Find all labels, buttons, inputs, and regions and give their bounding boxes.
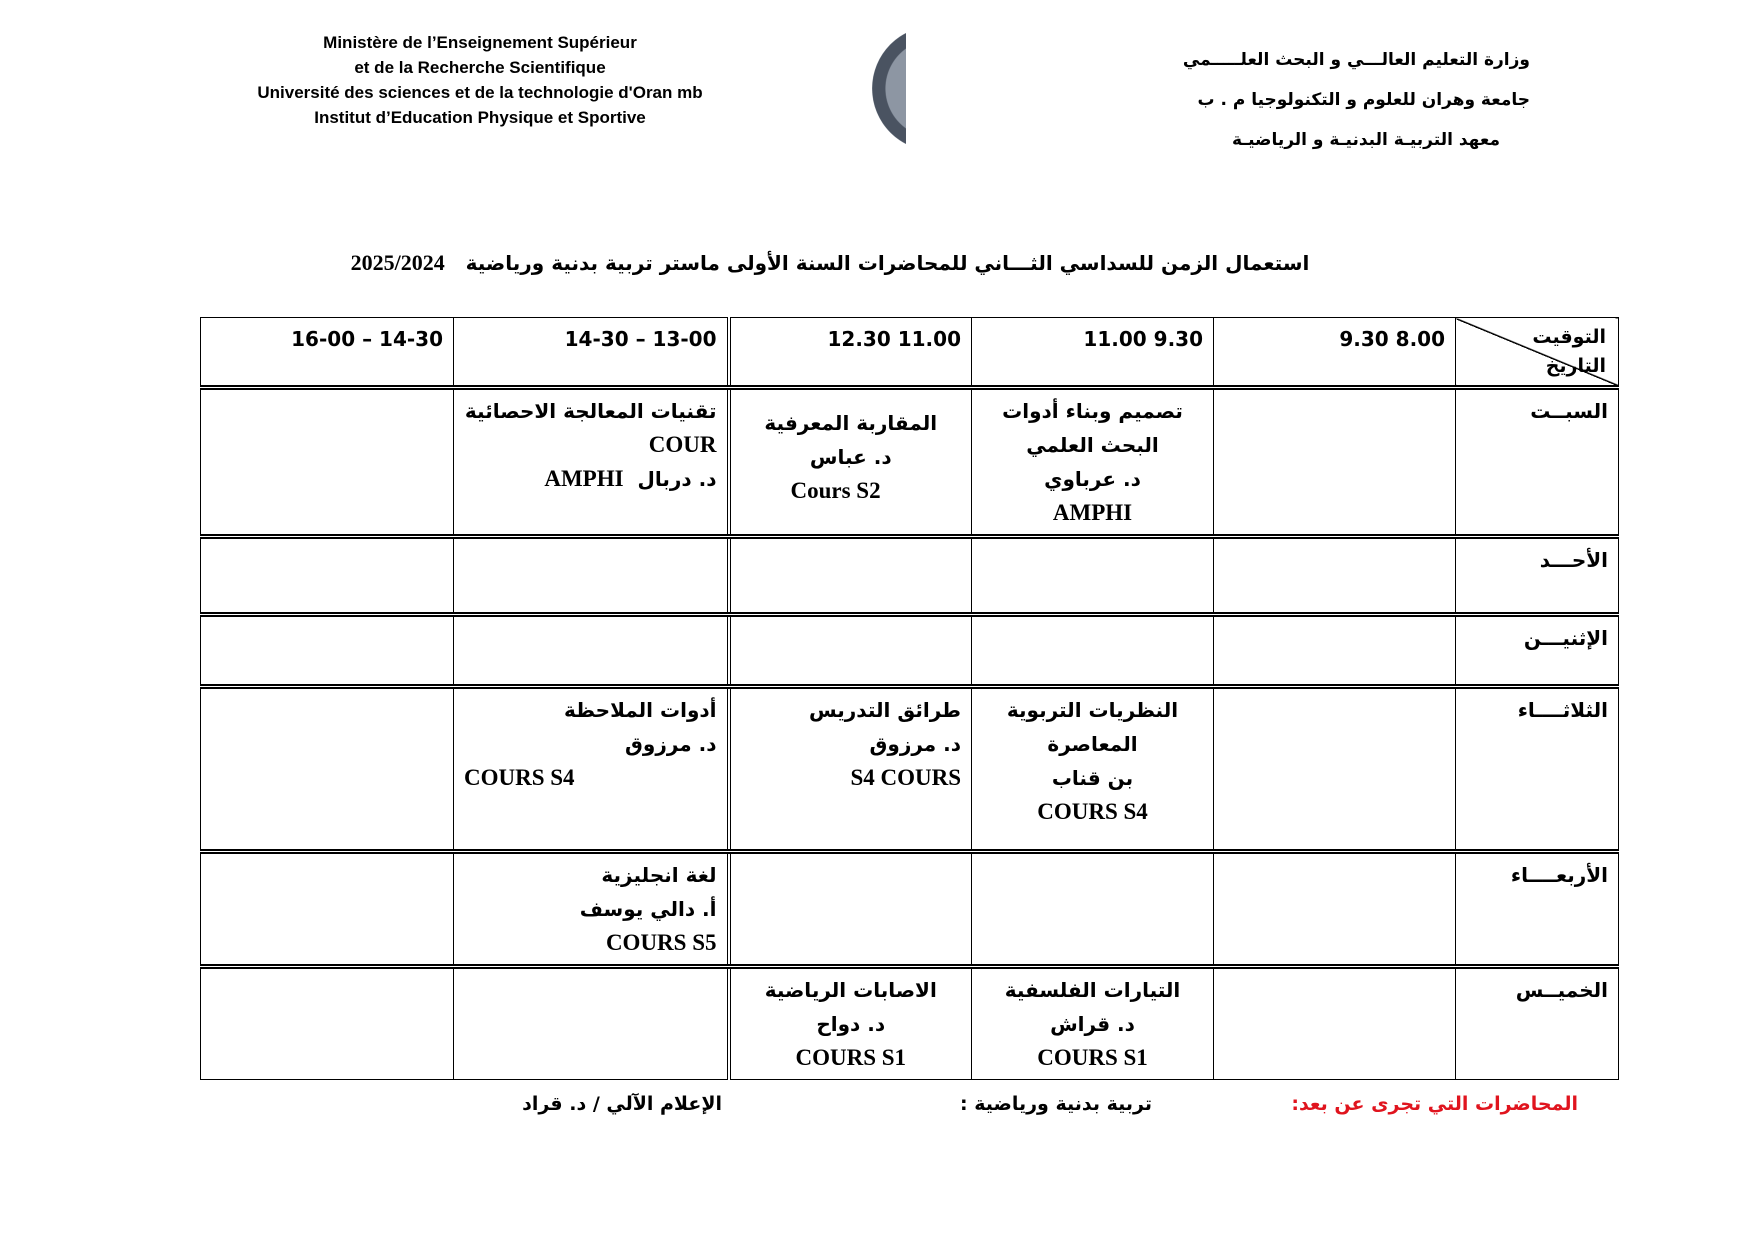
corner-cell [1456, 318, 1619, 388]
course-room: COURS S4 [464, 765, 575, 790]
time-slot-2: 11.00 9.30 [972, 318, 1214, 388]
course-teacher-room [464, 462, 717, 496]
course-title: أدوات الملاحظة [564, 698, 717, 722]
corner-time-label: التوقيت [1532, 326, 1606, 348]
table-row [201, 967, 1619, 1080]
cell-sun-3 [729, 537, 972, 615]
cell-wed-2 [972, 852, 1214, 967]
cell-mon-4 [454, 615, 729, 687]
cell-wed-5 [201, 852, 454, 967]
cell-sat-1 [1214, 388, 1456, 537]
cell-thu-3 [729, 967, 972, 1080]
course-type: COUR [648, 432, 717, 457]
course-title: النظريات التربوية [1006, 698, 1179, 722]
header-arabic [1150, 40, 1530, 160]
cell-tue-5 [201, 687, 454, 852]
day-thursday: الخميــس [1456, 967, 1619, 1080]
timetable [200, 317, 1619, 1080]
institute-line-ar: معهد التربيـة البدنيـة و الرياضيـة [1231, 130, 1500, 150]
cell-tue-3 [729, 687, 972, 852]
cell-sat-3 [729, 388, 972, 537]
cell-wed-4 [454, 852, 729, 967]
header-french [200, 30, 760, 130]
remote-course-1: تربية بدنية ورياضية : [960, 1093, 1152, 1115]
course-teacher: د. دواح [816, 1012, 886, 1036]
cell-sun-5 [201, 537, 454, 615]
course-title: المقاربة المعرفية [764, 411, 938, 435]
cell-tue-2 [972, 687, 1214, 852]
course-room: COURS S1 [1037, 1045, 1148, 1070]
course-teacher: د. عباس [809, 445, 892, 469]
cell-thu-5 [201, 967, 454, 1080]
time-slot-3: 12.30 11.00 [729, 318, 972, 388]
cell-sun-2 [972, 537, 1214, 615]
day-saturday: السبــت [1456, 388, 1619, 537]
course-title-cont: البحث العلمي [1026, 433, 1159, 457]
course-teacher: أ. دالي يوسف [579, 897, 717, 921]
day-monday: الإثنيـــن [1456, 615, 1619, 687]
course-teacher: د. مرزوق [625, 732, 717, 756]
university-seal-logo [872, 26, 906, 151]
cell-thu-4 [454, 967, 729, 1080]
cell-mon-1 [1214, 615, 1456, 687]
course-teacher: بن قناب [1051, 766, 1134, 790]
table-row [201, 852, 1619, 967]
day-tuesday: الثلاثــــاء [1456, 687, 1619, 852]
cell-sat-2 [972, 388, 1214, 537]
course-room: S4 COURS [850, 765, 961, 790]
course-title: تقنيات المعالجة الاحصائية [464, 399, 717, 423]
table-row [201, 388, 1619, 537]
course-room: AMPHI [1052, 500, 1133, 525]
table-row [201, 687, 1619, 852]
cell-mon-5 [201, 615, 454, 687]
cell-sat-4 [454, 388, 729, 537]
course-teacher: د. دربال [637, 467, 717, 491]
cell-sun-1 [1214, 537, 1456, 615]
course-room: AMPHI [544, 466, 624, 491]
title-text: استعمال الزمن للسداسي الثـــاني للمحاضرات السنة الأولى ماستر تربية بدنية ورياضية [465, 251, 1310, 275]
cell-wed-3 [729, 852, 972, 967]
time-slot-5: 16-00 – 14-30 [201, 318, 454, 388]
cell-wed-1 [1214, 852, 1456, 967]
course-teacher: د. عرباوي [1044, 467, 1141, 491]
course-title: الاصابات الرياضية [764, 978, 937, 1002]
research-line-fr: et de la Recherche Scientifique [354, 58, 606, 77]
time-slot-1: 9.30 8.00 [1214, 318, 1456, 388]
university-line-fr: Université des sciences et de la technologie d'Oran mb [257, 83, 703, 102]
course-title: التيارات الفلسفية [1004, 978, 1181, 1002]
course-room: COURS S5 [605, 930, 717, 955]
course-teacher: د. مرزوق [869, 732, 961, 756]
institute-line-fr: Institut d’Education Physique et Sportive [314, 108, 646, 127]
time-slot-4: 14-30 – 13-00 [454, 318, 729, 388]
course-room: Cours S2 [790, 478, 881, 503]
table-row [201, 537, 1619, 615]
ministry-line-ar: وزارة التعليم العالـــي و البحث العلـــــمي [1182, 50, 1530, 70]
course-room: COURS S1 [795, 1045, 907, 1070]
ministry-line-fr: Ministère de l’Enseignement Supérieur [323, 33, 637, 52]
course-title: تصميم وبناء أدوات [1002, 399, 1183, 423]
table-header-row [201, 318, 1619, 388]
course-title: طرائق التدريس [808, 698, 961, 722]
university-line-ar: جامعة وهران للعلوم و التكنولوجيا م . ب [1197, 90, 1530, 110]
cell-tue-4 [454, 687, 729, 852]
course-title: لغة انجليزية [601, 863, 717, 887]
course-title-cont: المعاصرة [1047, 732, 1138, 756]
remote-lectures-label: المحاضرات التي تجرى عن بعد: [1291, 1093, 1578, 1115]
course-room: COURS S4 [1037, 799, 1148, 824]
cell-sat-5 [201, 388, 454, 537]
cell-sun-4 [454, 537, 729, 615]
page-title [300, 250, 1360, 276]
course-teacher: د. قراش [1050, 1012, 1135, 1036]
title-year: 2025/2024 [350, 250, 445, 275]
cell-mon-3 [729, 615, 972, 687]
day-wednesday: الأربعــــاء [1456, 852, 1619, 967]
remote-course-2: الإعلام الآلي / د. قراد [522, 1093, 722, 1115]
day-sunday: الأحـــد [1456, 537, 1619, 615]
corner-date-label: التاريخ [1545, 355, 1606, 377]
cell-tue-1 [1214, 687, 1456, 852]
cell-thu-1 [1214, 967, 1456, 1080]
table-row [201, 615, 1619, 687]
cell-thu-2 [972, 967, 1214, 1080]
cell-mon-2 [972, 615, 1214, 687]
